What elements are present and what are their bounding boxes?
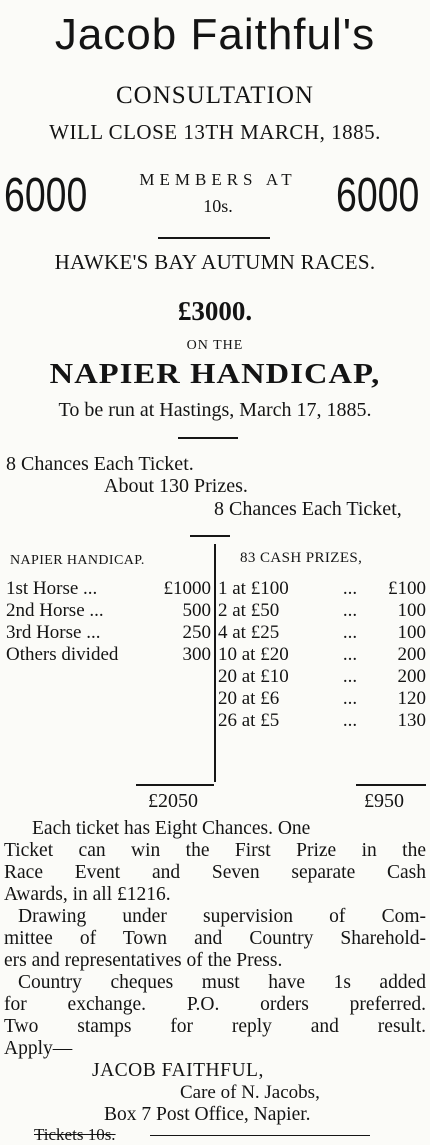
horse-amount: £1000: [163, 578, 211, 599]
prize-amount: 200: [397, 666, 426, 687]
handicap-total: £2050: [148, 790, 198, 812]
consultation-heading: CONSULTATION: [116, 82, 314, 109]
text-line: Race Event and Seven separate Cash: [4, 862, 426, 883]
horse-amount: 250: [182, 622, 211, 643]
horse-label: Others divided: [6, 644, 119, 665]
horse-amount: 500: [182, 600, 211, 621]
cash-prize-row: [218, 666, 426, 688]
right-total-rule: [356, 784, 426, 786]
cash-prize-row: [218, 644, 426, 666]
handicap-row: [6, 600, 211, 622]
contact-name: JACOB FAITHFUL,: [92, 1060, 264, 1081]
divider: [178, 437, 238, 439]
members-count-right: 6000: [336, 169, 420, 222]
leader-dots: ...: [342, 666, 358, 687]
text-line: mittee of Town and Country Sharehold-: [4, 928, 426, 949]
text-line: Ticket can win the First Prize in the: [4, 840, 426, 861]
handicap-row: [6, 622, 211, 644]
prize-description: 1 at £100: [218, 578, 289, 599]
prize-amount: £100: [388, 578, 426, 599]
cash-total: £950: [364, 790, 404, 812]
leader-dots: ...: [342, 622, 358, 643]
handicap-row: [6, 644, 211, 666]
chances-line-1: 8 Chances Each Ticket.: [6, 453, 194, 475]
cash-prize-row: [218, 710, 426, 732]
ticket-info-paragraph: [4, 818, 426, 1060]
cash-prizes-header: 83 CASH PRIZES,: [240, 550, 363, 566]
leader-dots: ...: [342, 600, 358, 621]
left-total-rule: [136, 784, 214, 786]
horse-amount: 300: [182, 644, 211, 665]
leader-dots: ...: [342, 644, 358, 665]
handicap-row: [6, 578, 211, 600]
members-count-left: 6000: [4, 169, 88, 222]
chances-line-3: 8 Chances Each Ticket,: [214, 498, 402, 520]
chances-line-2: About 130 Prizes.: [104, 475, 248, 497]
leader-dots: ...: [342, 578, 358, 599]
prize-pool-amount: £3000.: [177, 296, 253, 326]
tickets-price-line: Tickets 10s.: [34, 1125, 116, 1144]
bottom-rule: [150, 1135, 370, 1136]
text-line: Each ticket has Eight Chances. One: [32, 818, 311, 839]
members-at-text: MEMBERS AT: [139, 170, 297, 189]
prize-description: 2 at £50: [218, 600, 280, 621]
text-line: Awards, in all £1216.: [4, 884, 171, 905]
address-line: Box 7 Post Office, Napier.: [104, 1104, 311, 1125]
event-name: NAPIER HANDICAP,: [49, 358, 381, 390]
prize-amount: 130: [397, 710, 426, 731]
prize-description: 20 at £6: [218, 688, 280, 709]
prize-description: 26 at £5: [218, 710, 280, 731]
horse-label: 1st Horse ...: [6, 578, 98, 599]
leader-dots: ...: [342, 688, 358, 709]
close-date-line: WILL CLOSE 13TH MARCH, 1885.: [49, 120, 381, 144]
horse-label: 3rd Horse ...: [6, 622, 101, 643]
leader-dots: ...: [342, 710, 358, 731]
table-column-divider: [214, 544, 216, 782]
prize-amount: 100: [397, 622, 426, 643]
handicap-prize-table: [6, 578, 211, 666]
prize-amount: 100: [397, 600, 426, 621]
prize-description: 20 at £10: [218, 666, 289, 687]
cash-prize-row: [218, 622, 426, 644]
on-the-text: ON THE: [186, 338, 244, 353]
race-meeting-name: HAWKE'S BAY AUTUMN RACES.: [54, 250, 376, 274]
napier-handicap-header: NAPIER HANDICAP.: [10, 553, 145, 568]
text-line: for exchange. P.O. orders preferred.: [4, 994, 426, 1015]
prize-description: 10 at £20: [218, 644, 289, 665]
text-line: Two stamps for reply and result.: [4, 1016, 426, 1037]
apply-label: Apply—: [4, 1038, 73, 1059]
divider: [190, 535, 230, 537]
prize-description: 4 at £25: [218, 622, 280, 643]
ad-title: Jacob Faithful's: [54, 10, 376, 59]
text-line: ers and representatives of the Press.: [4, 950, 283, 971]
run-at-line: To be run at Hastings, March 17, 1885.: [58, 399, 372, 421]
text-line: Drawing under supervision of Com-: [18, 906, 426, 927]
members-price: 10s.: [203, 196, 233, 216]
prize-amount: 200: [397, 644, 426, 665]
care-of-line: Care of N. Jacobs,: [180, 1082, 320, 1103]
cash-prize-row: [218, 600, 426, 622]
prize-amount: 120: [397, 688, 426, 709]
cash-prize-row: [218, 688, 426, 710]
cash-prize-table: [218, 578, 426, 732]
cash-prize-row: [218, 578, 426, 600]
text-line: Country cheques must have 1s added: [18, 972, 426, 993]
divider: [158, 237, 270, 239]
horse-label: 2nd Horse ...: [6, 600, 104, 621]
